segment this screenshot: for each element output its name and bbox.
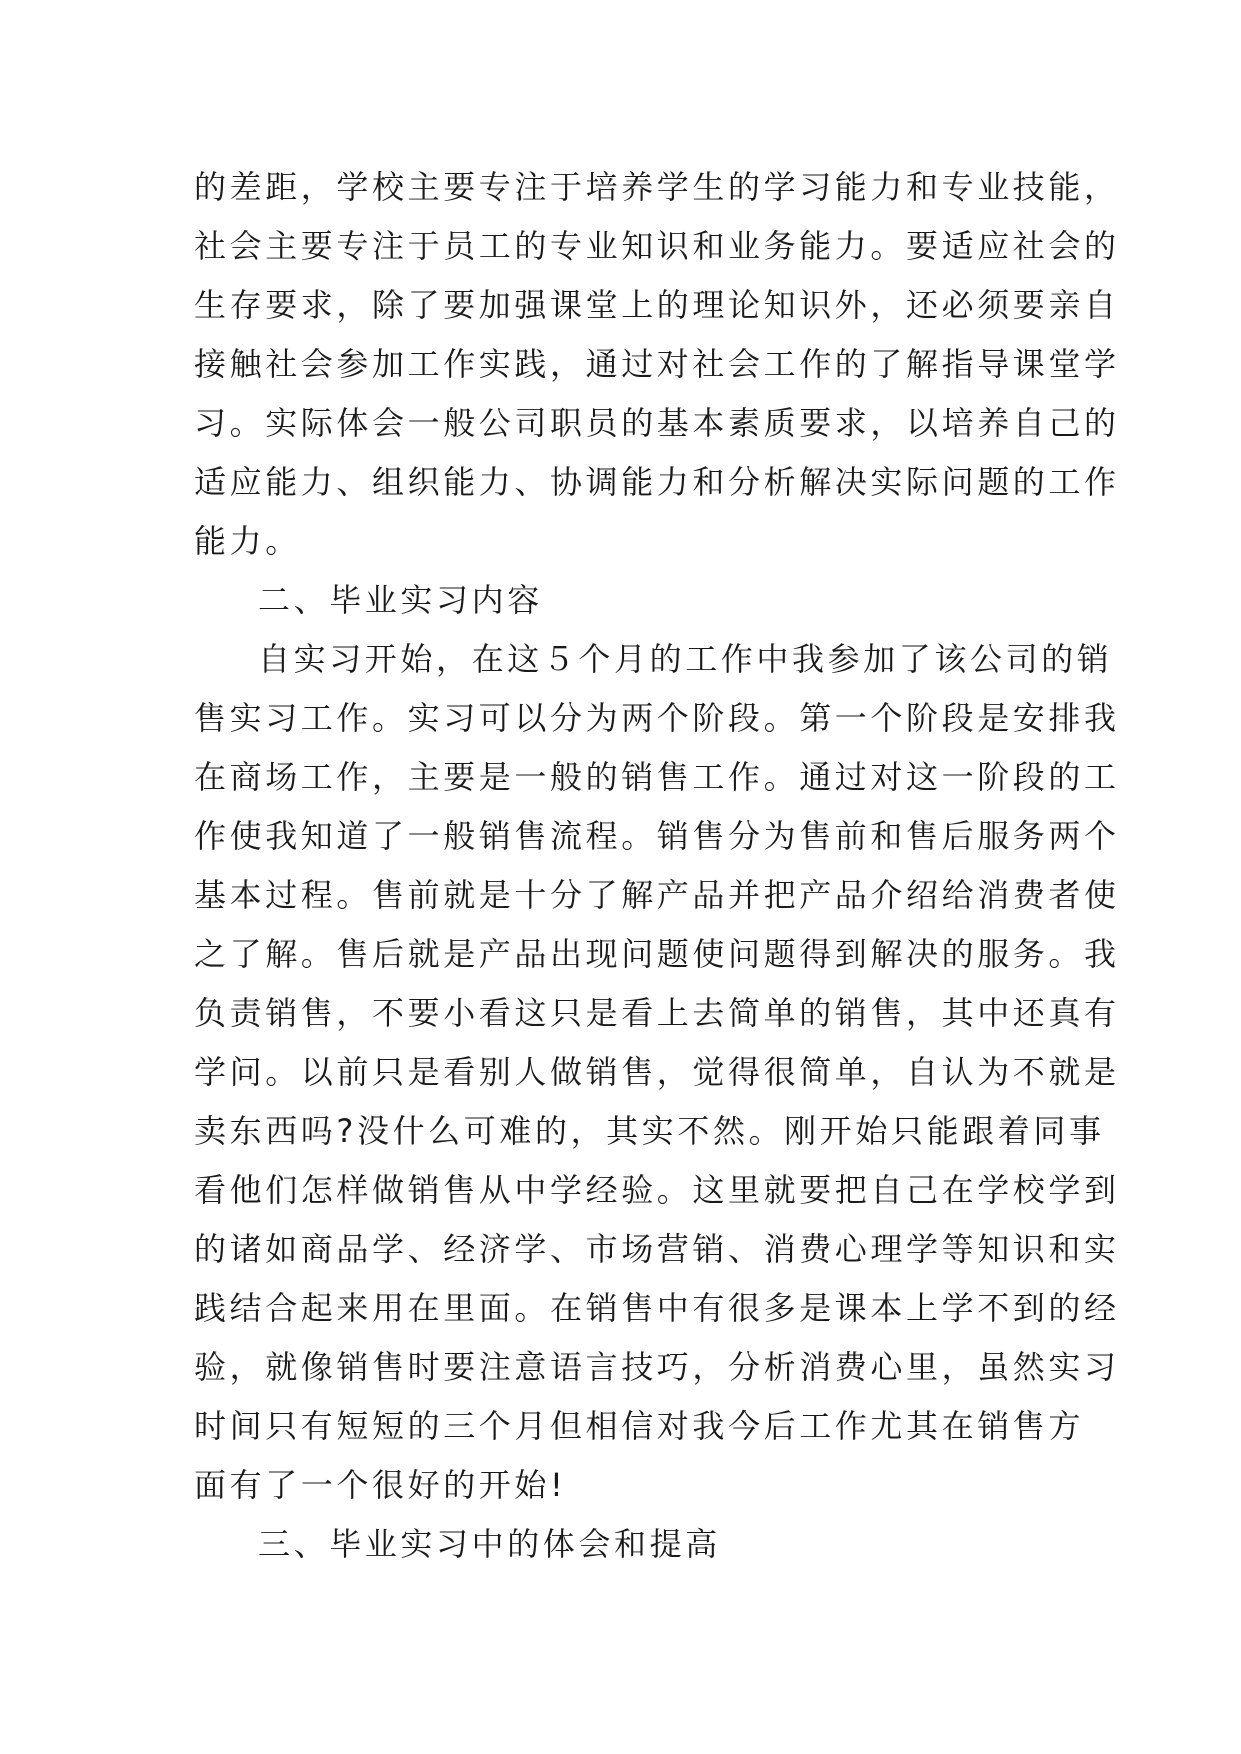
paragraph-line: 自实习开始，在这５个月的工作中我参加了该公司的销 <box>258 640 1113 678</box>
paragraph-line: 面有了一个很好的开始! <box>194 1466 567 1504</box>
paragraph-line: 社会主要专注于员工的专业知识和业务能力。要适应社会的 <box>194 227 1120 265</box>
paragraph-line: 的差距，学校主要专注于培养学生的学习能力和专业技能， <box>194 168 1120 206</box>
paragraph-line: 适应能力、组织能力、协调能力和分析解决实际问题的工作 <box>194 463 1120 501</box>
paragraph-line: 时间只有短短的三个月但相信对我今后工作尤其在销售方 <box>194 1407 1085 1445</box>
paragraph-line: 看他们怎样做销售从中学经验。这里就要把自己在学校学到 <box>194 1171 1120 1209</box>
paragraph-line: 负责销售，不要小看这只是看上去简单的销售，其中还真有 <box>194 994 1120 1032</box>
paragraph-line: 的诸如商品学、经济学、市场营销、消费心理学等知识和实 <box>194 1230 1120 1268</box>
paragraph-line: 之了解。售后就是产品出现问题使问题得到解决的服务。我 <box>194 935 1120 973</box>
paragraph-line: 学问。以前只是看别人做销售，觉得很简单，自认为不就是 <box>194 1053 1120 1091</box>
paragraph-line: 作使我知道了一般销售流程。销售分为售前和售后服务两个 <box>194 817 1120 855</box>
paragraph-line: 践结合起来用在里面。在销售中有很多是课本上学不到的经 <box>194 1289 1120 1327</box>
paragraph-line: 接触社会参加工作实践，通过对社会工作的了解指导课堂学 <box>194 345 1120 383</box>
body-text <box>194 158 1120 1574</box>
section-heading: 二、毕业实习内容 <box>258 581 543 619</box>
paragraph-line: 在商场工作，主要是一般的销售工作。通过对这一阶段的工 <box>194 758 1120 796</box>
section-heading: 三、毕业实习中的体会和提高 <box>258 1525 721 1563</box>
paragraph-line: 生存要求，除了要加强课堂上的理论知识外，还必须要亲自 <box>194 286 1120 324</box>
paragraph-line: 卖东西吗?没什么可难的，其实不然。刚开始只能跟着同事 <box>194 1112 1105 1150</box>
paragraph-line: 能力。 <box>194 522 301 560</box>
paragraph-line: 验，就像销售时要注意语言技巧，分析消费心里，虽然实习 <box>194 1348 1120 1386</box>
paragraph-line: 基本过程。售前就是十分了解产品并把产品介绍给消费者使 <box>194 876 1120 914</box>
paragraph-line: 售实习工作。实习可以分为两个阶段。第一个阶段是安排我 <box>194 699 1120 737</box>
paragraph-line: 习。实际体会一般公司职员的基本素质要求，以培养自己的 <box>194 404 1120 442</box>
